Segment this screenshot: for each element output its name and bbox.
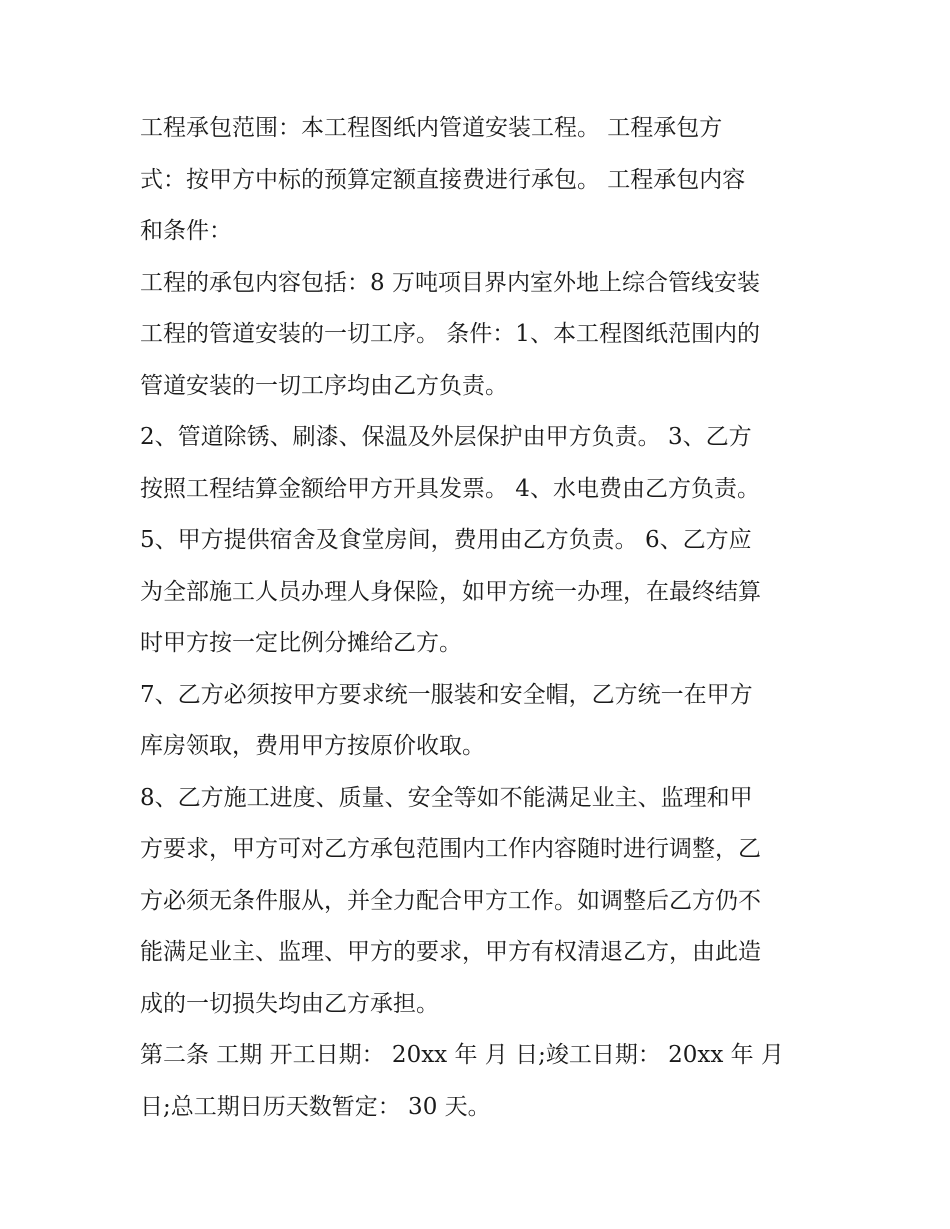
text-line: 成的一切损失均由乙方承担。 [140, 990, 439, 1017]
text-line: 工程的管道安装的一切工序。 条件：1、本工程图纸范围内的 [140, 321, 760, 347]
text-line: 为全部施工人员办理人身保险，如甲方统一办理，在最终结算 [140, 578, 761, 605]
text-line: 8、乙方施工进度、质量、安全等如不能满足业主、监理和甲 [140, 784, 753, 811]
text-line: 5、甲方提供宿舍及食堂房间，费用由乙方负责。 6、乙方应 [140, 527, 752, 553]
text-line: 方必须无条件服从，并全力配合甲方工作。如调整后乙方仍不 [140, 887, 761, 914]
document-body [140, 103, 840, 1133]
text-line: 管道安装的一切工序均由乙方负责。 [140, 372, 508, 399]
text-line: 能满足业主、监理、甲方的要求，甲方有权清退乙方，由此造 [140, 939, 761, 965]
text-line: 式：按甲方中标的预算定额直接费进行承包。 工程承包内容 [140, 166, 746, 193]
text-line: 按照工程结算金额给甲方开具发票。 4、水电费由乙方负责。 [140, 475, 760, 502]
text-line: 和条件： [140, 218, 232, 244]
text-line: 工程承包范围：本工程图纸内管道安装工程。 工程承包方 [140, 115, 723, 141]
text-line: 2、管道除锈、刷漆、保温及外层保护由甲方负责。 3、乙方 [140, 424, 752, 450]
text-line: 方要求，甲方可对乙方承包范围内工作内容随时进行调整，乙 [140, 836, 761, 862]
text-line: 时甲方按一定比例分摊给乙方。 [140, 630, 462, 656]
text-line: 日;总工期日历天数暂定： 30 天。 [140, 1093, 491, 1120]
text-line: 7、乙方必须按甲方要求统一服装和安全帽，乙方统一在甲方 [140, 681, 753, 708]
text-line: 第二条 工期 开工日期： 20xx 年 月 日;竣工日期： 20xx 年 月 [140, 1042, 784, 1068]
text-line: 工程的承包内容包括：8 万吨项目界内室外地上综合管线安装 [140, 269, 760, 296]
text-line: 库房领取，费用甲方按原价收取。 [140, 733, 485, 759]
